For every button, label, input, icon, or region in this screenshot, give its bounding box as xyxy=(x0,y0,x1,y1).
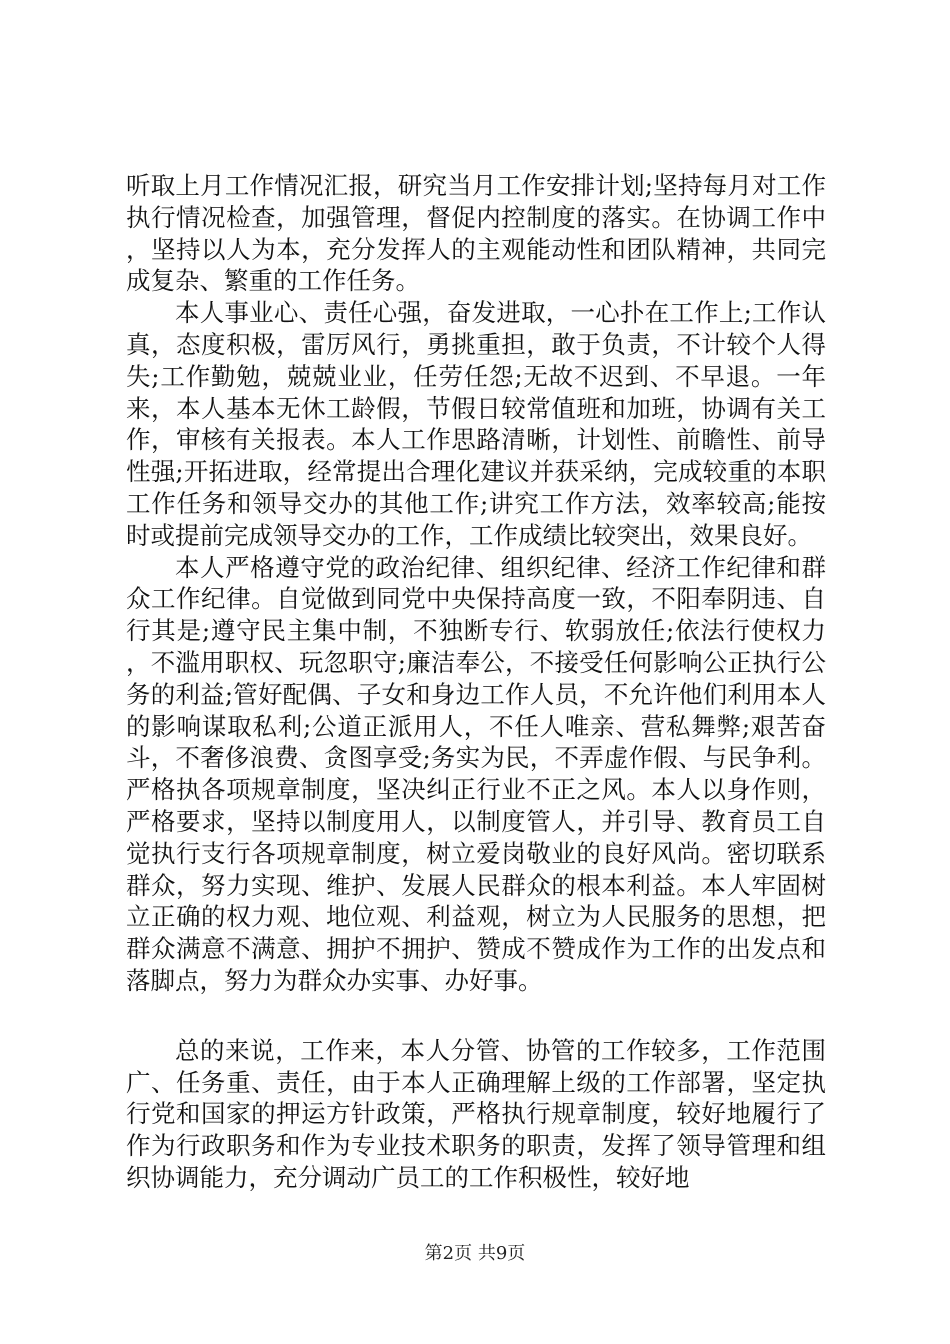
page-footer xyxy=(0,1243,950,1265)
paragraph-3: 本人严格遵守党的政治纪律、组织纪律、经济工作纪律和群众工作纪律。自觉做到同党中央保持高度一致，不阳奉阴违、自行其是;遵守民主集中制，不独断专行、软弱放任;依法行使权力，不滥用职权、玩忽职守;廉洁奉公，不接受任何影响公正执行公务的利益;管好配偶、子女和身边工作人员，不允许他们利用本人的影响谋取私利;公道正派用人，不任人唯亲、营私舞弊;艰苦奋斗，不奢侈浪费、贪图享受;务实为民，不弄虚作假、与民争利。严格执各项规章制度，坚决纠正行业不正之风。本人以身作则，严格要求，坚持以制度用人，以制度管人，并引导、教育员工自觉执行支行各项规章制度，树立爱岗敬业的良好风尚。密切联系群众，努力实现、维护、发展人民群众的根本利益。本人牢固树立正确的权力观、地位观、利益观，树立为人民服务的思想，把群众满意不满意、拥护不拥护、赞成不赞成作为工作的出发点和落脚点，努力为群众办实事、办好事。 xyxy=(126,552,826,995)
paragraph-2: 本人事业心、责任心强，奋发进取，一心扑在工作上;工作认真，态度积极，雷厉风行，勇挑重担，敢于负责，不计较个人得失;工作勤勉，兢兢业业，任劳任怨;无故不迟到、不早退。一年来，本人基本无休工龄假，节假日较常值班和加班，协调有关工作，审核有关报表。本人工作思路清晰，计划性、前瞻性、前导性强;开拓进取，经常提出合理化建议并获采纳，完成较重的本职工作任务和领导交办的其他工作;讲究工作方法，效率较高;能按时或提前完成领导交办的工作，工作成绩比较突出，效果良好。 xyxy=(126,298,826,550)
page-number-label: 第2页 共9页 xyxy=(424,1243,526,1264)
paragraph-spacer xyxy=(126,997,826,1035)
paragraph-4: 总的来说，工作来，本人分管、协管的工作较多，工作范围广、任务重、责任，由于本人正确理解上级的工作部署，坚定执行党和国家的押运方针政策，严格执行规章制度，较好地履行了作为行政职务和作为专业技术职务的职责，发挥了领导管理和组织协调能力，充分调动广员工的工作积极性，较好地 xyxy=(126,1035,826,1192)
document-body xyxy=(126,170,826,1194)
paragraph-1: 听取上月工作情况汇报，研究当月工作安排计划;坚持每月对工作执行情况检查，加强管理，督促内控制度的落实。在协调工作中，坚持以人为本，充分发挥人的主观能动性和团队精神，共同完成复杂、繁重的工作任务。 xyxy=(126,171,826,296)
